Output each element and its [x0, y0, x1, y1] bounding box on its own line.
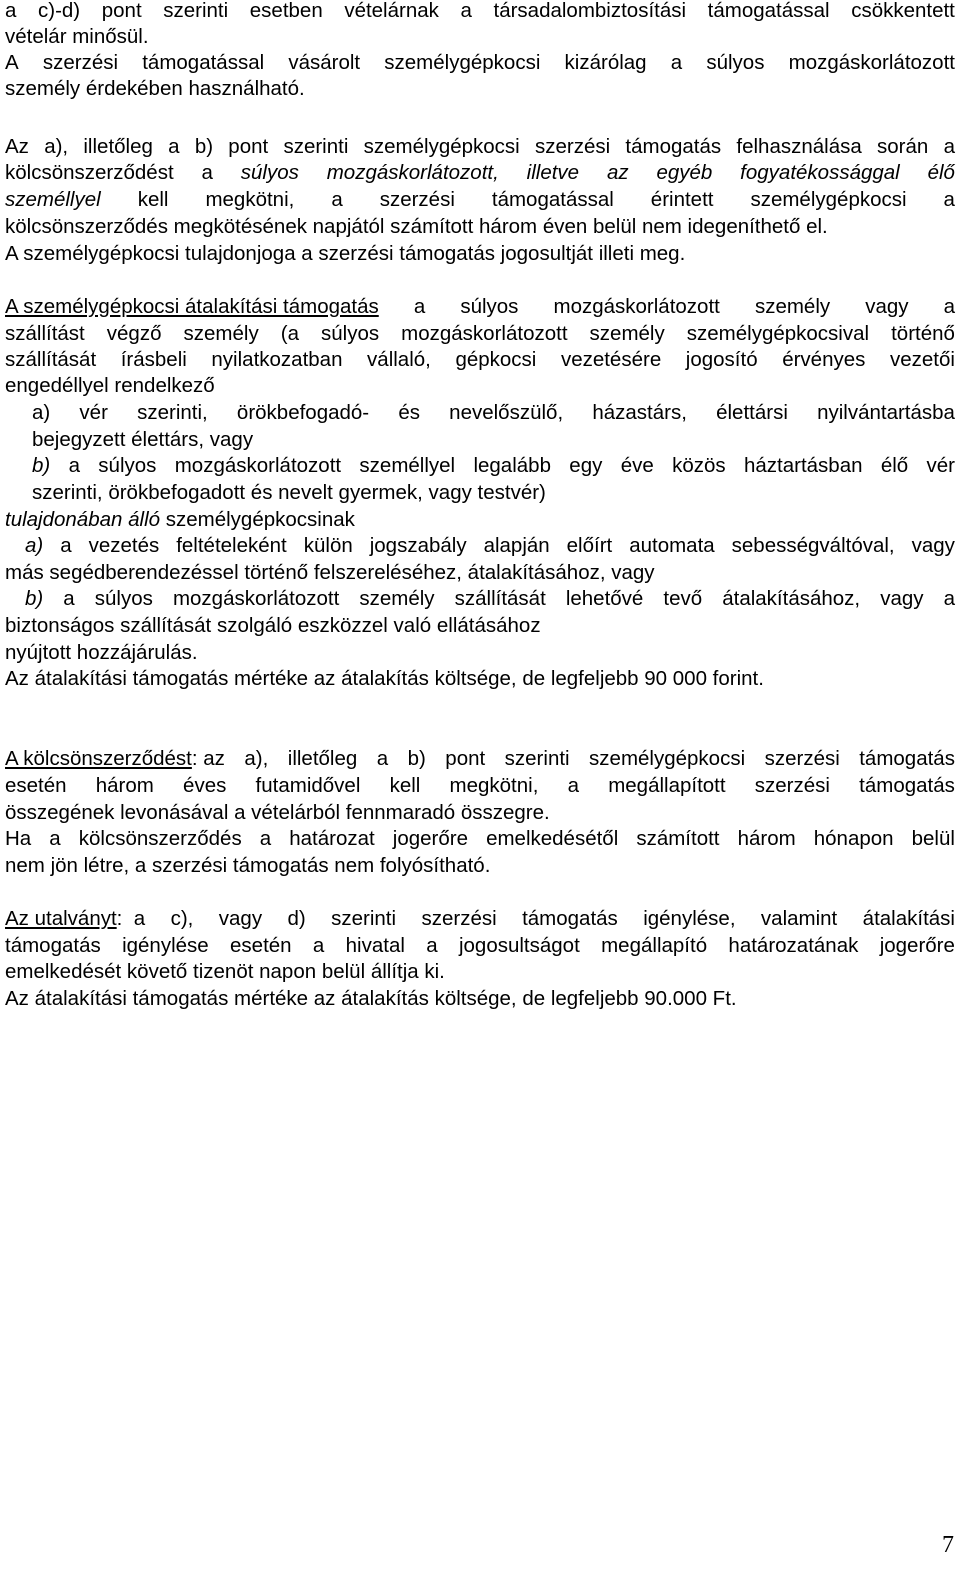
word: vásárolt [288, 51, 361, 74]
word: jogosultságot [458, 934, 580, 957]
word: külön [303, 534, 353, 557]
word: egy [569, 454, 603, 477]
word: támogatás [859, 747, 955, 770]
word: automata [629, 534, 715, 557]
italic-text: súlyos [240, 161, 299, 184]
word: élettársi [716, 401, 788, 424]
text-line: engedéllyel rendelkező [5, 374, 215, 397]
word: mozgáskorlátozott [172, 587, 340, 610]
word: a [943, 587, 955, 610]
text-line [5, 134, 955, 160]
text-line: nyújtott hozzájárulás. [5, 641, 198, 664]
word: kizárólag [564, 51, 647, 74]
word: belül [911, 827, 955, 850]
word: súlyos [94, 587, 153, 610]
word: szerinti [331, 907, 397, 930]
word: kell [389, 774, 421, 797]
italic-text: b) [25, 587, 44, 610]
word: mozgáskorlátozott [401, 322, 568, 345]
word: c)-d) [38, 0, 81, 22]
word: pont [445, 747, 486, 770]
word: érvényes [782, 348, 866, 371]
word: személygépkocsi [589, 747, 746, 770]
text-fragment: kölcsönszerződést [5, 161, 174, 184]
list-item [32, 453, 955, 479]
word: szerinti, [137, 401, 208, 424]
word: a [49, 827, 61, 850]
word: futamidővel [255, 774, 361, 797]
page-number: 7 [942, 1532, 954, 1558]
word: igénylése, [643, 907, 736, 930]
word: személygépkocsival [686, 322, 870, 345]
word: szerzési [42, 51, 119, 74]
text-line: A személygépkocsi tulajdonjoga a szerzési támogatás jogosultját illeti meg. [5, 242, 686, 265]
word: (a [280, 322, 299, 345]
word: örökbefogadó- [236, 401, 370, 424]
word: támogatás [5, 934, 101, 957]
word: a [943, 188, 955, 211]
word: személy [589, 322, 665, 345]
text-line: kölcsönszerződés megkötésének napjától számított három éven belül nem idegeníthető el. [5, 215, 828, 238]
word: jogszabály [369, 534, 467, 557]
word: történő [891, 322, 955, 345]
text-line: összegének levonásával a vételárból fennmaradó összegre. [5, 801, 550, 824]
word: három [95, 774, 154, 797]
word: szerzési [379, 188, 455, 211]
word: személy [359, 587, 435, 610]
text-line [5, 507, 355, 533]
word: súlyos [460, 295, 519, 318]
word: igénylése [122, 934, 209, 957]
word: megkötni, [205, 188, 295, 211]
word: Ha [5, 827, 32, 850]
word: közös [672, 454, 726, 477]
word: jogerőre [392, 827, 468, 850]
italic-text: egyéb [656, 161, 713, 184]
italic-text: fogyatékossággal [740, 161, 900, 184]
word: nevelőszülő, [449, 401, 564, 424]
word: A [5, 51, 19, 74]
underlined-heading: A kölcsönszerződést [5, 747, 192, 770]
word: a), [244, 747, 269, 770]
word: a [60, 534, 72, 557]
word: vagy [911, 534, 955, 557]
word: vezetés [88, 534, 160, 557]
word: támogatás [625, 135, 722, 158]
word: éve [620, 454, 654, 477]
word: és [398, 401, 420, 424]
text-line [5, 187, 955, 213]
word: személygépkocsi [384, 51, 541, 74]
word: a [943, 135, 955, 158]
list-item [32, 400, 955, 426]
text-line: nem jön létre, a szerzési támogatás nem folyósítható. [5, 854, 491, 877]
word: a [168, 135, 180, 158]
text-line [5, 746, 955, 772]
text-fragment: a [201, 161, 213, 184]
word: személy [754, 295, 831, 318]
word: három [737, 827, 796, 850]
italic-text: b) [32, 454, 51, 477]
word: szerzési [534, 135, 611, 158]
word: élő [880, 454, 909, 477]
text-line [5, 933, 955, 959]
word: b) [194, 135, 214, 158]
word: mozgáskorlátozott [174, 454, 342, 477]
word: jogosító [685, 348, 758, 371]
text-line: szerinti, örökbefogadott és nevelt gyermek, vagy testvér) [32, 481, 546, 504]
word: pont [228, 135, 269, 158]
word: illetőleg [287, 747, 358, 770]
word: szerzési [421, 907, 497, 930]
word: során [877, 135, 929, 158]
italic-text: illetve [526, 161, 580, 184]
word: a [5, 0, 17, 22]
word: csökkentett [851, 0, 955, 22]
word: átalakításához, [722, 587, 861, 610]
text-fragment: személygépkocsinak [165, 508, 355, 531]
word: legalább [473, 454, 551, 477]
word: megállapító [601, 934, 708, 957]
word: Az [5, 135, 29, 158]
word: a [312, 934, 325, 957]
text-fragment: : az [191, 747, 225, 770]
word: a [943, 295, 955, 318]
word: feltételeként [176, 534, 287, 557]
word: érintett [650, 188, 714, 211]
list-item [25, 533, 955, 559]
word: személlyel [359, 454, 456, 477]
word: támogatással [707, 0, 830, 22]
word: emelkedésétől [486, 827, 619, 850]
word: szerzési [764, 747, 840, 770]
italic-text: tulajdonában álló [5, 508, 161, 531]
word: a [63, 587, 75, 610]
word: átalakítási [862, 907, 955, 930]
word: támogatással [491, 188, 614, 211]
word: a [259, 827, 272, 850]
word: személy [183, 322, 259, 345]
text-line: bejegyzett élettárs, vagy [32, 428, 254, 451]
text-fragment: : a [116, 907, 146, 930]
word: vér [79, 401, 108, 424]
underlined-heading: Az utalványt [5, 907, 117, 930]
text-line [5, 0, 955, 24]
word: d) [287, 907, 306, 930]
word: szállítást [5, 322, 85, 345]
italic-text: mozgáskorlátozott, [326, 161, 499, 184]
word: szerzési [754, 774, 830, 797]
word: kell [137, 188, 169, 211]
word: a [670, 51, 683, 74]
italic-text: az [606, 161, 629, 184]
word: esetén [5, 774, 67, 797]
word: vagy [218, 907, 263, 930]
text-line: más segédberendezéssel történő felszereléséhez, átalakításához, vagy [5, 561, 655, 584]
word: határozat [289, 827, 375, 850]
text-line: Az átalakítási támogatás mértéke az átalakítás költsége, de legfeljebb 90 000 forint. [5, 667, 764, 690]
word: a [567, 774, 580, 797]
italic-text: élő [927, 161, 955, 184]
text-line [5, 294, 955, 320]
word: mozgáskorlátozott [553, 295, 720, 318]
text-line: emelkedését követő tizenöt napon belül állítja ki. [5, 960, 445, 983]
word: súlyos [321, 322, 380, 345]
word: támogatás [859, 774, 955, 797]
word: vér [926, 454, 955, 477]
word: határozatának [728, 934, 859, 957]
word: szerinti [504, 747, 570, 770]
word: sebességváltóval, [731, 534, 895, 557]
text-line [5, 347, 955, 373]
text-fragment [5, 906, 145, 932]
word: vezetésére [560, 348, 662, 371]
word: társadalombiztosítási [493, 0, 687, 22]
text-line [5, 906, 955, 932]
word: személygépkocsi [750, 188, 907, 211]
word: éves [183, 774, 227, 797]
word: szerinti [163, 0, 229, 22]
word: vagy [865, 295, 909, 318]
word: alapján [483, 534, 550, 557]
text-line [5, 773, 955, 799]
word: előírt [566, 534, 613, 557]
word: a [413, 295, 426, 318]
word: kölcsönszerződés [78, 827, 242, 850]
word: mozgáskorlátozott [788, 51, 955, 74]
word: háztartásban [743, 454, 863, 477]
text-line: személy érdekében használható. [5, 77, 305, 100]
text-line [5, 321, 955, 347]
word: a [426, 934, 438, 957]
word: illetőleg [83, 135, 153, 158]
word: felhasználása [736, 135, 862, 158]
word: esetben [249, 0, 323, 22]
word: személygépkocsi [363, 135, 520, 158]
word: a [331, 188, 343, 211]
word: gépkocsi [455, 348, 537, 371]
word: számított [636, 827, 720, 850]
word: végző [106, 322, 162, 345]
text-fragment [5, 746, 225, 772]
word: megkötni, [449, 774, 539, 797]
word: a [460, 0, 472, 22]
word: súlyos [98, 454, 157, 477]
word: megállapított [608, 774, 726, 797]
word: a [68, 454, 80, 477]
text-line [5, 826, 955, 852]
word: szállítását [5, 348, 97, 371]
word: házastárs, [592, 401, 687, 424]
italic-text: a) [25, 534, 44, 557]
word: súlyos [706, 51, 765, 74]
word: lehetővé [565, 587, 644, 610]
word: a) [32, 401, 51, 424]
word: szállítását [454, 587, 546, 610]
word: támogatással [142, 51, 265, 74]
word: nyilatkozatban [211, 348, 343, 371]
word: vagy [880, 587, 924, 610]
italic-text: személlyel [5, 188, 101, 211]
word: valamint [760, 907, 838, 930]
word: szerinti [283, 135, 349, 158]
word: vezetői [889, 348, 955, 371]
text-line: vételár minősül. [5, 25, 149, 48]
word: vételárnak [344, 0, 439, 22]
word: jogerőre [879, 934, 955, 957]
word: nyilvántartásba [817, 401, 955, 424]
text-line [5, 50, 955, 76]
word: írásbeli [120, 348, 187, 371]
underlined-heading: A személygépkocsi átalakítási támogatás [5, 295, 379, 318]
text-line: Az átalakítási támogatás mértéke az átalakítás költsége, de legfeljebb 90.000 Ft. [5, 987, 737, 1010]
word: hónapon [813, 827, 894, 850]
word: támogatás [522, 907, 618, 930]
word: a), [44, 135, 69, 158]
word: esetén [230, 934, 292, 957]
word: hivatal [345, 934, 405, 957]
word: a [376, 747, 389, 770]
word: b) [407, 747, 426, 770]
word: pont [101, 0, 142, 22]
list-item [25, 586, 955, 612]
word: tevő [663, 587, 703, 610]
word: vállaló, [367, 348, 431, 371]
word: c), [170, 907, 194, 930]
text-line [5, 160, 955, 186]
text-line: biztonságos szállítását szolgáló eszközzel való ellátásához [5, 614, 541, 637]
